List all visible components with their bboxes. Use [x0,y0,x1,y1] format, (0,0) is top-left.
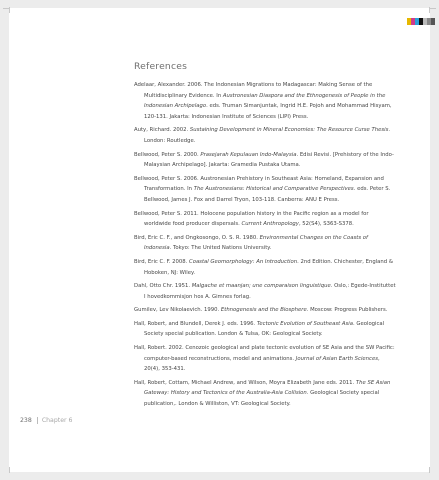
reference-text: Hall, Robert. 2002. Cenozoic geological and plate tectonic evolution of SE Asia and the SW Pacific: computer-based reconstructions, model and animations. [134,345,395,362]
reference-text: Hall, Robert, Cottam, Michael Andrew, and Wilson, Moyra Elizabeth Jane eds. 2011. [134,379,356,386]
reference-text: Hall, Robert, and Blundell, Derek J. eds. 1996. [134,320,257,327]
references-heading: References [134,61,188,72]
reference-title: The Austronesians: Historical and Comparative Perspectives [193,186,354,193]
reference-text: . Tokyo: The United Nations University. [169,245,272,252]
crop-mark [9,7,10,13]
reference-text: Dahl, Otto Chr. 1951. [134,283,192,290]
reference-title: Malgache et maanjan; une comparaison linguistique [191,283,331,290]
reference-entry [134,209,396,230]
reference-text: Bellwood, Peter S. 2011. Holocene population history in the Pacific region as a model for worldwide food producer dispersals. [134,210,369,228]
reference-title: Environmental Changes on the Coasts of Indonesia [144,234,368,252]
reference-title: Tectonic Evolution of Southeast Asia [256,320,353,327]
reference-text: Adelaar, Alexander. 2006. The Indonesian Migrations to Madagascar: Making Sense of the Multidisciplinary Evidence. In [134,82,373,99]
reference-text: . eds. Truman Simanjuntak, Ingrid H.E. Pojoh and Mohammad Hisyam, 120-131. Jakarta: Indonesian Institute of Sciences (LIPI) Press. [144,103,392,120]
reference-title: Ethnogenesis and the Biosphere [220,307,307,314]
reference-title: Austronesian Diaspora and the Ethnogenesis of People in the Indonesian Archipelago [144,92,386,110]
reference-title: Current Anthropology [241,221,299,228]
reference-entry [134,80,396,122]
document-page [9,8,430,472]
reference-entry [134,150,396,171]
reference-text: . Geological Society special publication. London & Tulsa, OK: Geological Society. [144,320,385,338]
reference-text: Bird, Eric C. F. 2008. [134,258,189,265]
reference-entry [134,378,396,410]
reference-list [134,80,396,413]
reference-entry [134,319,396,340]
page-footer [20,417,72,424]
reference-text: . Geological Society special publication,. London & Williston, VT: Geological Society. [144,390,380,408]
reference-text: Gumilev, Lev Nikolaevich. 1990. [134,307,221,314]
reference-text: , 20(4), 353-431. [144,355,380,373]
reference-text: Bellwood, Peter S. 2000. [134,151,201,158]
reference-text: . London: Routledge. [144,127,391,144]
reference-title: Coastal Geomorphology: An Introduction [189,258,298,265]
reference-title: Sustaining Development in Mineral Economies: The Resource Curse Thesis [189,127,389,134]
crop-mark [3,8,9,9]
reference-text: . eds. Peter S. Bellwood, James J. Fox and Darrel Tryon, 103-118. Canberra: ANU E Press. [144,186,391,203]
page-number: 238 [20,417,32,424]
reference-entry [134,257,396,278]
reference-entry [134,343,396,375]
reference-text: Bird, Eric C. F., and Ongkosongo, O. S. R. 1980. [134,234,260,241]
crop-mark [9,467,10,473]
crop-mark [429,467,430,473]
reference-entry [134,305,396,316]
chapter-label: Chapter 6 [37,417,73,424]
reference-text: . 2nd Edition. Chichester, England & Hoboken, NJ: Wiley. [144,258,393,276]
reference-text: . Oslo,: Egede-Instituttet I hovedkommisjon hos A. Gimnes forlag. [144,283,396,300]
color-swatch [431,18,435,25]
reference-title: Prasejarah Kepulauan Indo-Malaysia [200,151,297,158]
reference-entry [134,125,396,146]
reference-entry [134,174,396,206]
reference-text: . Edisi Revisi. [Prehistory of the Indo-Malaysian Archipelago]. Jakarta: Gramedia Pustaka Utama. [144,151,394,169]
reference-title: Journal of Asian Earth Sciences [295,355,378,362]
crop-mark [430,8,436,9]
reference-text: . Moscow: Progress Publishers. [306,307,388,314]
reference-text: Bellwood, Peter S. 2006. Austronesian Prehistory in Southeast Asia: Homeland, Expansion and Transformation. In [134,175,384,193]
reference-text: , 52(S4), S363-S378. [298,221,354,228]
reference-text: Auty, Richard. 2002. [134,127,190,134]
registration-color-bar [407,18,435,25]
reference-title: The SE Asian Gateway: History and Tectonics of the Australia-Asia Collision [144,379,391,397]
reference-entry [134,281,396,302]
reference-entry [134,233,396,254]
